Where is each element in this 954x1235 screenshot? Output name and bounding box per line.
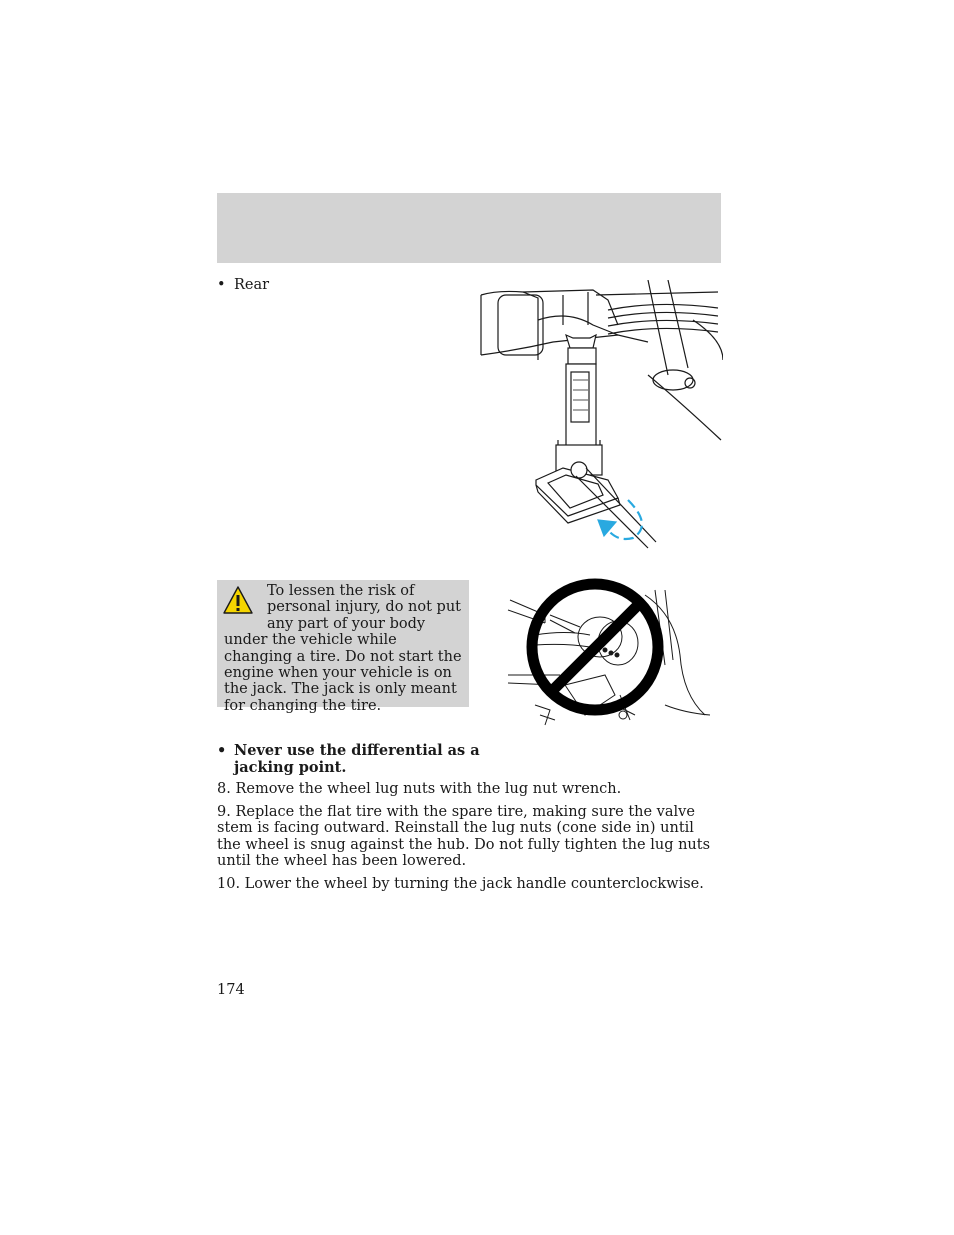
bullet-symbol: • [217,742,227,759]
step-9: 9. Replace the flat tire with the spare tire, making sure the valve stem is facing outward. Reinstall the lug nuts (cone side in) until the wheel is snug against the hub. Do not fully tighten the lug nuts until the wheel has been lowered. [217,804,711,870]
step-10: 10. Lower the wheel by turning the jack handle counterclockwise. [217,876,704,892]
step-8: 8. Remove the wheel lug nuts with the lug nut wrench. [217,781,622,797]
rear-jack-illustration [478,280,723,555]
warning-text [224,583,464,714]
warning-text-content: To lessen the risk of personal injury, do not put any part of your body under the vehicle while changing a tire. Do not start the engine when your vehicle is on the jack. The jack is only meant for changing the tire. [224,583,462,714]
bullet-rear [217,277,457,297]
bullet-rear-text: Rear [234,277,270,293]
bullet-symbol: • [217,277,226,293]
warning-box [217,580,469,714]
page-number: 174 [217,982,245,998]
differential-prohibited-illustration [505,575,715,730]
bullet-differential-text: Never use the differential as a jacking point. [234,742,480,776]
bullet-differential [217,742,487,782]
header-band [217,193,721,263]
